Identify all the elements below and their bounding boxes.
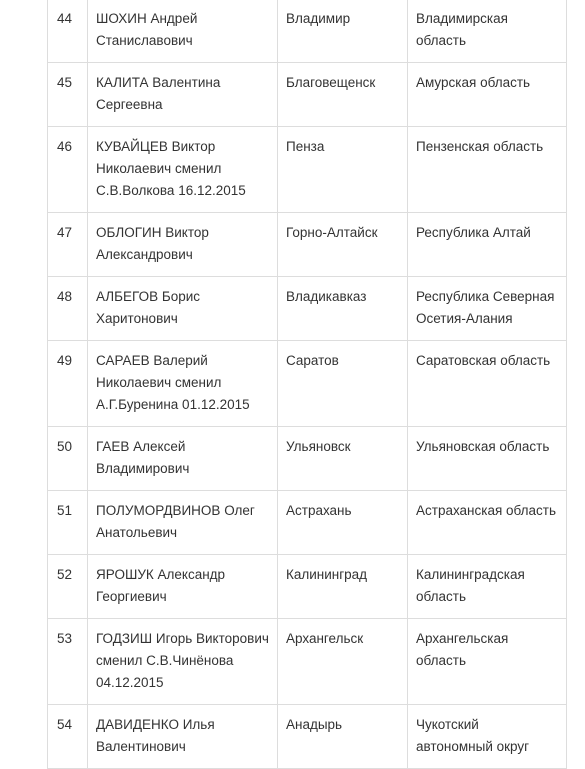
person-name-cell: КУВАЙЦЕВ Виктор Николаевич сменил С.В.Волкова 16.12.2015 [88,127,278,213]
row-number-cell [48,213,88,277]
row-number: 51 [57,503,73,518]
city-cell: Архангельск [278,619,408,705]
region-cell: Ульяновская область [408,427,567,491]
row-number: 46 [57,139,73,154]
region-cell: Чукотский автономный округ [408,705,567,769]
person-name-cell: ЯРОШУК Александр Георгиевич [88,555,278,619]
table-row [48,619,567,705]
table-row [48,427,567,491]
region-cell: Архангельская область [408,619,567,705]
row-number-cell [48,427,88,491]
region-cell: Республика Северная Осетия-Алания [408,277,567,341]
row-number-cell [48,491,88,555]
table-row [48,705,567,769]
row-number: 54 [57,717,73,732]
row-number: 47 [57,225,73,240]
person-name-cell: ШОХИН Андрей Станиславович [88,0,278,63]
person-name-cell: ГАЕВ Алексей Владимирович [88,427,278,491]
city-cell: Горно-Алтайск [278,213,408,277]
table-row [48,341,567,427]
table-row [48,127,567,213]
city-cell: Пенза [278,127,408,213]
row-number: 52 [57,567,73,582]
row-number: 44 [57,11,73,26]
row-number-cell [48,277,88,341]
row-number: 53 [57,631,73,646]
person-name-cell: ПОЛУМОРДВИНОВ Олег Анатольевич [88,491,278,555]
row-number: 50 [57,439,73,454]
city-cell: Владикавказ [278,277,408,341]
region-cell: Саратовская область [408,341,567,427]
region-cell: Калининградская область [408,555,567,619]
row-number-cell [48,555,88,619]
row-number-cell [48,63,88,127]
table-body [48,0,567,769]
row-number: 48 [57,289,73,304]
table-row [48,491,567,555]
table-row [48,277,567,341]
row-number-cell [48,127,88,213]
city-cell: Благовещенск [278,63,408,127]
table-row [48,555,567,619]
row-number-cell [48,341,88,427]
city-cell: Саратов [278,341,408,427]
row-number-cell [48,705,88,769]
table-row [48,213,567,277]
region-cell: Астраханская область [408,491,567,555]
city-cell: Владимир [278,0,408,63]
row-number-cell [48,0,88,63]
person-name-cell: ГОДЗИШ Игорь Викторович сменил С.В.Чинёнова 04.12.2015 [88,619,278,705]
row-number: 45 [57,75,73,90]
city-cell: Анадырь [278,705,408,769]
row-number: 49 [57,353,73,368]
region-cell: Владимирская область [408,0,567,63]
person-name-cell: КАЛИТА Валентина Сергеевна [88,63,278,127]
region-cell: Амурская область [408,63,567,127]
governors-table [47,0,567,769]
city-cell: Калининград [278,555,408,619]
row-number-cell [48,619,88,705]
person-name-cell: ДАВИДЕНКО Илья Валентинович [88,705,278,769]
city-cell: Ульяновск [278,427,408,491]
person-name-cell: ОБЛОГИН Виктор Александрович [88,213,278,277]
person-name-cell: САРАЕВ Валерий Николаевич сменил А.Г.Буренина 01.12.2015 [88,341,278,427]
region-cell: Республика Алтай [408,213,567,277]
person-name-cell: АЛБЕГОВ Борис Харитонович [88,277,278,341]
city-cell: Астрахань [278,491,408,555]
table-row [48,0,567,63]
table-row [48,63,567,127]
region-cell: Пензенская область [408,127,567,213]
